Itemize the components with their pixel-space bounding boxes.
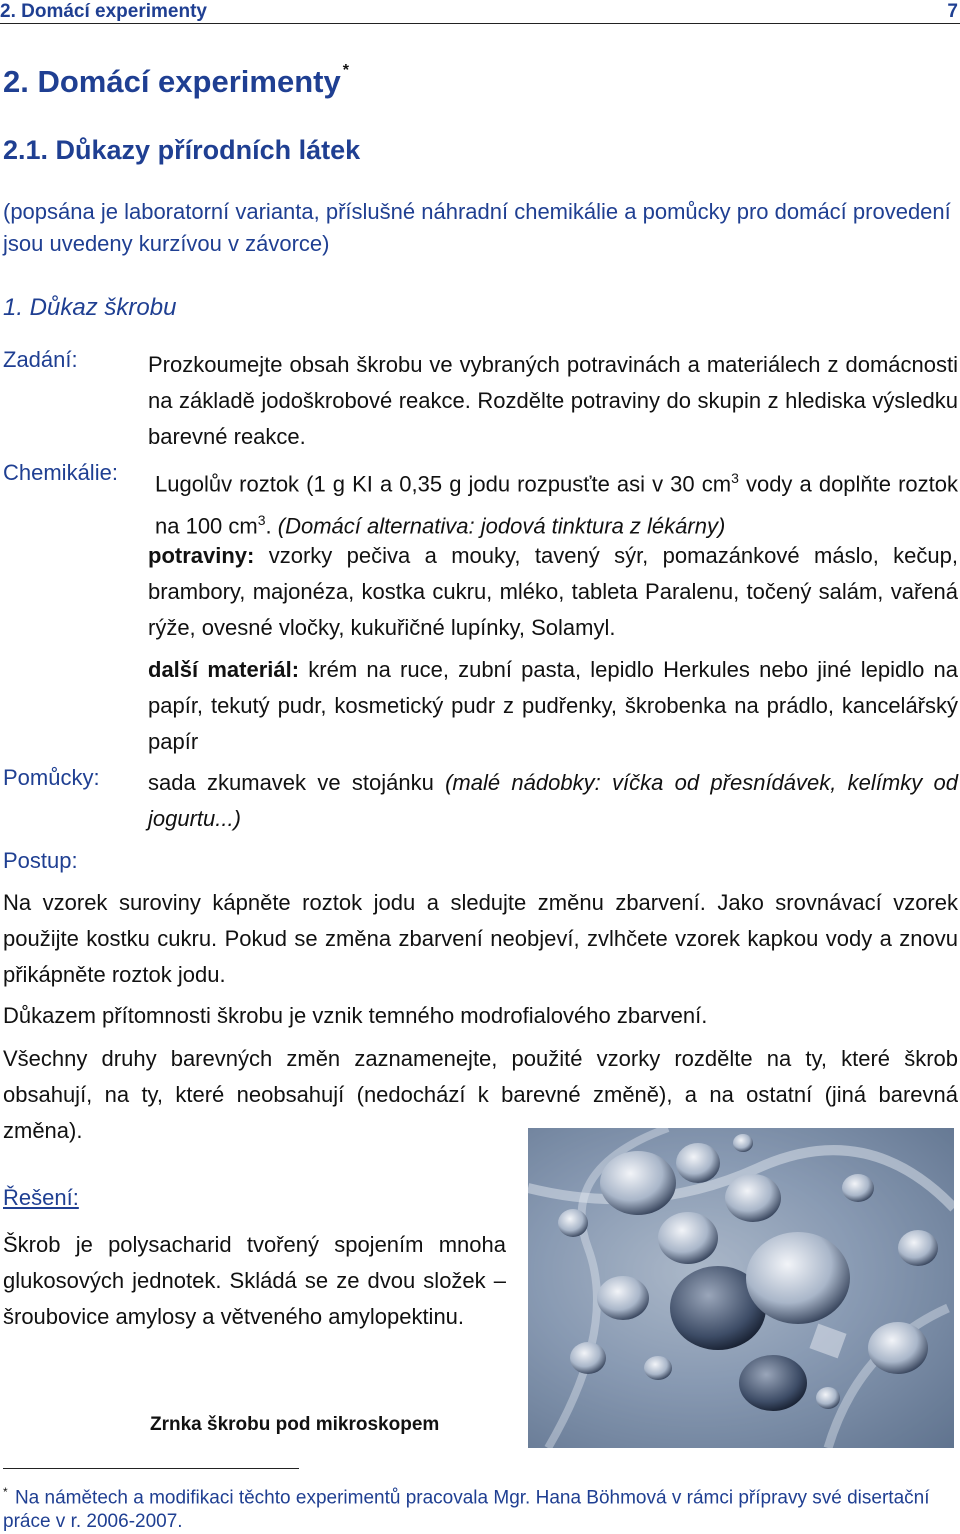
potraviny-paragraph: [148, 538, 958, 646]
chem-text-a: Lugolův roztok (1 g KI a 0,35 g jodu rozpusťte asi v 30 cm: [155, 471, 732, 497]
running-header: [0, 1, 960, 24]
reseni-text: Škrob je polysacharid tvořený spojením mnoha glukosových jednotek. Skládá se ze dvou složek – šroubovice amylosy a větveného amylopektinu.: [3, 1232, 506, 1329]
chem-sup-2: 3: [257, 512, 266, 529]
material-text: krém na ruce, zubní pasta, lepidlo Herkules nebo jiné lepidlo na papír, tekutý pudr, kosmetický pudr z pudřenky, škrobenka na prádlo, kancelářský papír: [148, 657, 958, 754]
chemikalie-label: Chemikálie:: [3, 460, 118, 485]
footnote-marker-bottom: *: [3, 1485, 8, 1499]
footnote: [3, 1480, 943, 1534]
postup-paragraph-2: Důkazem přítomnosti škrobu je vznik temného modrofialového zbarvení.: [3, 1003, 708, 1028]
chem-text-c: .: [265, 513, 278, 539]
footnote-text: Na námětech a modifikaci těchto experimentů pracovala Mgr. Hana Böhmová v rámci přípravy své disertační práce v r. 2006-2007.: [3, 1487, 930, 1533]
pomucky-label: Pomůcky:: [3, 765, 100, 790]
zadani-text: Prozkoumejte obsah škrobu ve vybraných potravinách a materiálech z domácnosti na základě jodoškrobové reakce. Rozdělte potraviny do skupin z hlediska výsledku barevné reakce.: [148, 352, 958, 449]
intro-note: (popsána je laboratorní varianta, příslušné náhradní chemikálie a pomůcky pro domácí provedení jsou uvedeny kurzívou v závorce): [3, 199, 951, 256]
chapter-heading: [3, 61, 349, 100]
starch-granules-illustration: [528, 1128, 954, 1448]
postup-paragraph-1: Na vzorek suroviny kápněte roztok jodu a sledujte změnu zbarvení. Jako srovnávací vzorek použijte kostku cukru. Pokud se změna zbarvení neobjeví, zvlhčete vzorek kapkou vody a znovu přikápněte roztok jodu.: [3, 890, 958, 987]
footnote-divider: [3, 1468, 299, 1469]
image-caption: Zrnka škrobu pod mikroskopem: [150, 1414, 440, 1435]
running-header-title: 2. Domácí experimenty: [0, 1, 207, 22]
chem-text-b: vody a doplňte roztok na 100 cm: [155, 471, 958, 539]
potraviny-label: potraviny:: [148, 543, 255, 568]
chapter-heading-text: 2. Domácí experimenty: [3, 64, 341, 99]
chem-sup-1: 3: [731, 470, 739, 486]
zadani-label: Zadání:: [3, 347, 78, 372]
chem-alternative: (Domácí alternativa: jodová tinktura z lékárny): [277, 513, 726, 539]
material-paragraph: [148, 652, 958, 760]
pomucky-text: sada zkumavek ve stojánku: [148, 770, 446, 795]
page-number: 7: [947, 1, 958, 22]
section-heading: 2.1. Důkazy přírodních látek: [3, 135, 361, 165]
reseni-label: Řešení:: [3, 1185, 79, 1210]
postup-paragraph-3: Všechny druhy barevných změn zaznamenejte, použité vzorky rozdělte na ty, které škrob obsahují, na ty, které neobsahují (nedochází k barevné změně), a na ostatní (jiná barevná změna).: [3, 1046, 958, 1143]
postup-label: Postup:: [3, 848, 78, 873]
chemikalie-text: [155, 460, 958, 545]
pomucky-alternative: (malé nádobky: víčka od přesnídávek, kelímky od jogurtu...): [148, 770, 958, 831]
experiment-title: 1. Důkaz škrobu: [3, 294, 177, 321]
pomucky-paragraph: [148, 765, 958, 837]
material-label: další materiál:: [148, 657, 300, 682]
footnote-marker: *: [342, 61, 349, 79]
starch-microscope-image: [528, 1128, 954, 1448]
potraviny-text: vzorky pečiva a mouky, tavený sýr, pomazánkové máslo, kečup, brambory, majonéza, kostka cukru, mléko, tableta Paralenu, točený salám, vařená rýže, ovesné vločky, kukuřičné lupínky, Solamyl.: [148, 543, 958, 640]
